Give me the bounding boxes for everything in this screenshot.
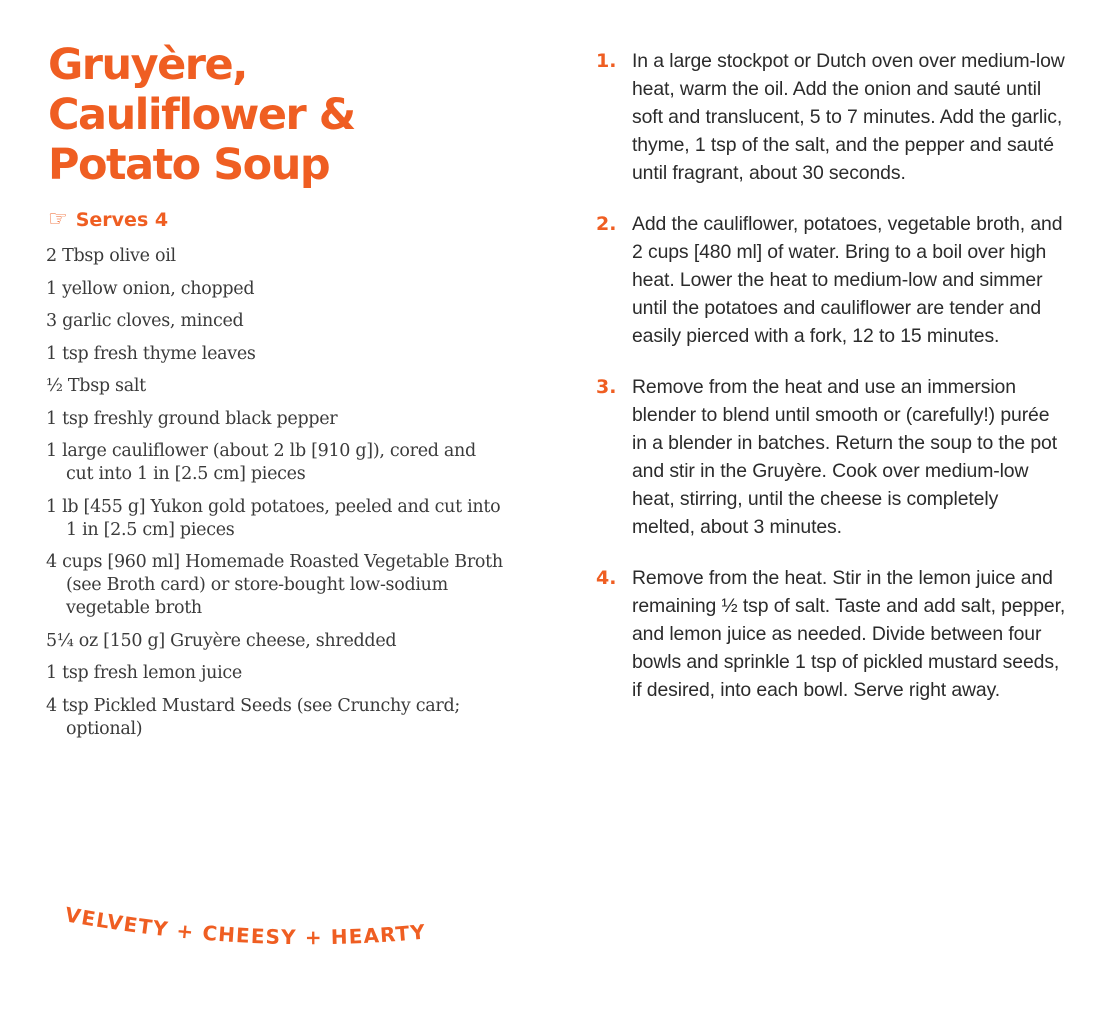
tagline-arc <box>62 895 522 995</box>
ingredient-item: 1 tsp fresh thyme leaves <box>46 343 256 364</box>
ingredient-list <box>46 245 506 750</box>
step-text: In a large stockpot or Dutch oven over medium-low heat, warm the oil. Add the onion and sauté until soft and translucent, 5 to 7 minutes. Add the garlic, thyme, 1 tsp of the salt, and the pepper and sauté until fragrant, about 30 seconds. <box>632 50 1065 184</box>
serves-heading <box>48 207 168 233</box>
step-text: Remove from the heat and use an immersion blender to blend until smooth or (carefully!) purée in a blender in batches. Return the soup to the pot and stir in the Gruyère. Cook over medium-low heat, stirring, until the cheese is completely melted, about 3 minutes. <box>632 376 1058 538</box>
ingredient-item: 1 tsp fresh lemon juice <box>46 663 242 683</box>
step-number: 1. <box>596 50 617 72</box>
recipe-title-line-3: Potato Soup <box>48 140 330 190</box>
ingredient-item: 2 Tbsp olive oil <box>46 246 176 266</box>
step-text: Add the cauliflower, potatoes, vegetable broth, and 2 cups [480 ml] of water. Bring to a boil over high heat. Lower the heat to medium-low and simmer until the potatoes and cauliflower are tender and easily pierced with a fork, 12 to 15 minutes. <box>632 213 1063 347</box>
step-number: 3. <box>596 376 617 398</box>
tagline-text <box>63 902 427 949</box>
ingredient-item: ½ Tbsp salt <box>46 376 146 396</box>
tagline-text-path: VELVETY + CHEESY + HEARTY <box>63 902 428 950</box>
ingredient-item: 1 large cauliflower (about 2 lb [910 g]), cored and cut into 1 in [2.5 cm] pieces <box>46 441 476 484</box>
ingredient-item: 3 garlic cloves, minced <box>46 311 244 331</box>
pointing-hand-icon: ☞ <box>48 207 68 232</box>
ingredient-item: 1 lb [455 g] Yukon gold potatoes, peeled and cut into 1 in [2.5 cm] pieces <box>46 496 501 540</box>
ingredient-item: 1 tsp freshly ground black pepper <box>46 408 338 429</box>
ingredient-item: 4 tsp Pickled Mustard Seeds (see Crunchy card; optional) <box>46 695 460 739</box>
recipe-title-line-2: Cauliflower & <box>48 90 355 140</box>
step-number: 2. <box>596 213 617 235</box>
ingredient-item: 4 cups [960 ml] Homemade Roasted Vegetable Broth (see Broth card) or store-bought low-sodium vegetable broth <box>46 552 503 618</box>
method-steps <box>596 47 1066 727</box>
recipe-title-line-1: Gruyère, <box>48 40 248 90</box>
recipe-title <box>48 40 518 190</box>
method-step <box>596 373 1066 541</box>
step-text: Remove from the heat. Stir in the lemon juice and remaining ½ tsp of salt. Taste and add salt, pepper, and lemon juice as needed. Divide between four bowls and sprinkle 1 tsp of pickled mustard seeds, if desired, into each bowl. Serve right away. <box>632 567 1066 701</box>
method-step <box>596 210 1066 350</box>
method-step <box>596 564 1066 704</box>
ingredient-item: 1 yellow onion, chopped <box>46 278 255 299</box>
method-step <box>596 47 1066 187</box>
serves-label: Serves 4 <box>75 209 169 231</box>
ingredient-item: 5¼ oz [150 g] Gruyère cheese, shredded <box>46 630 397 651</box>
step-number: 4. <box>596 567 617 589</box>
